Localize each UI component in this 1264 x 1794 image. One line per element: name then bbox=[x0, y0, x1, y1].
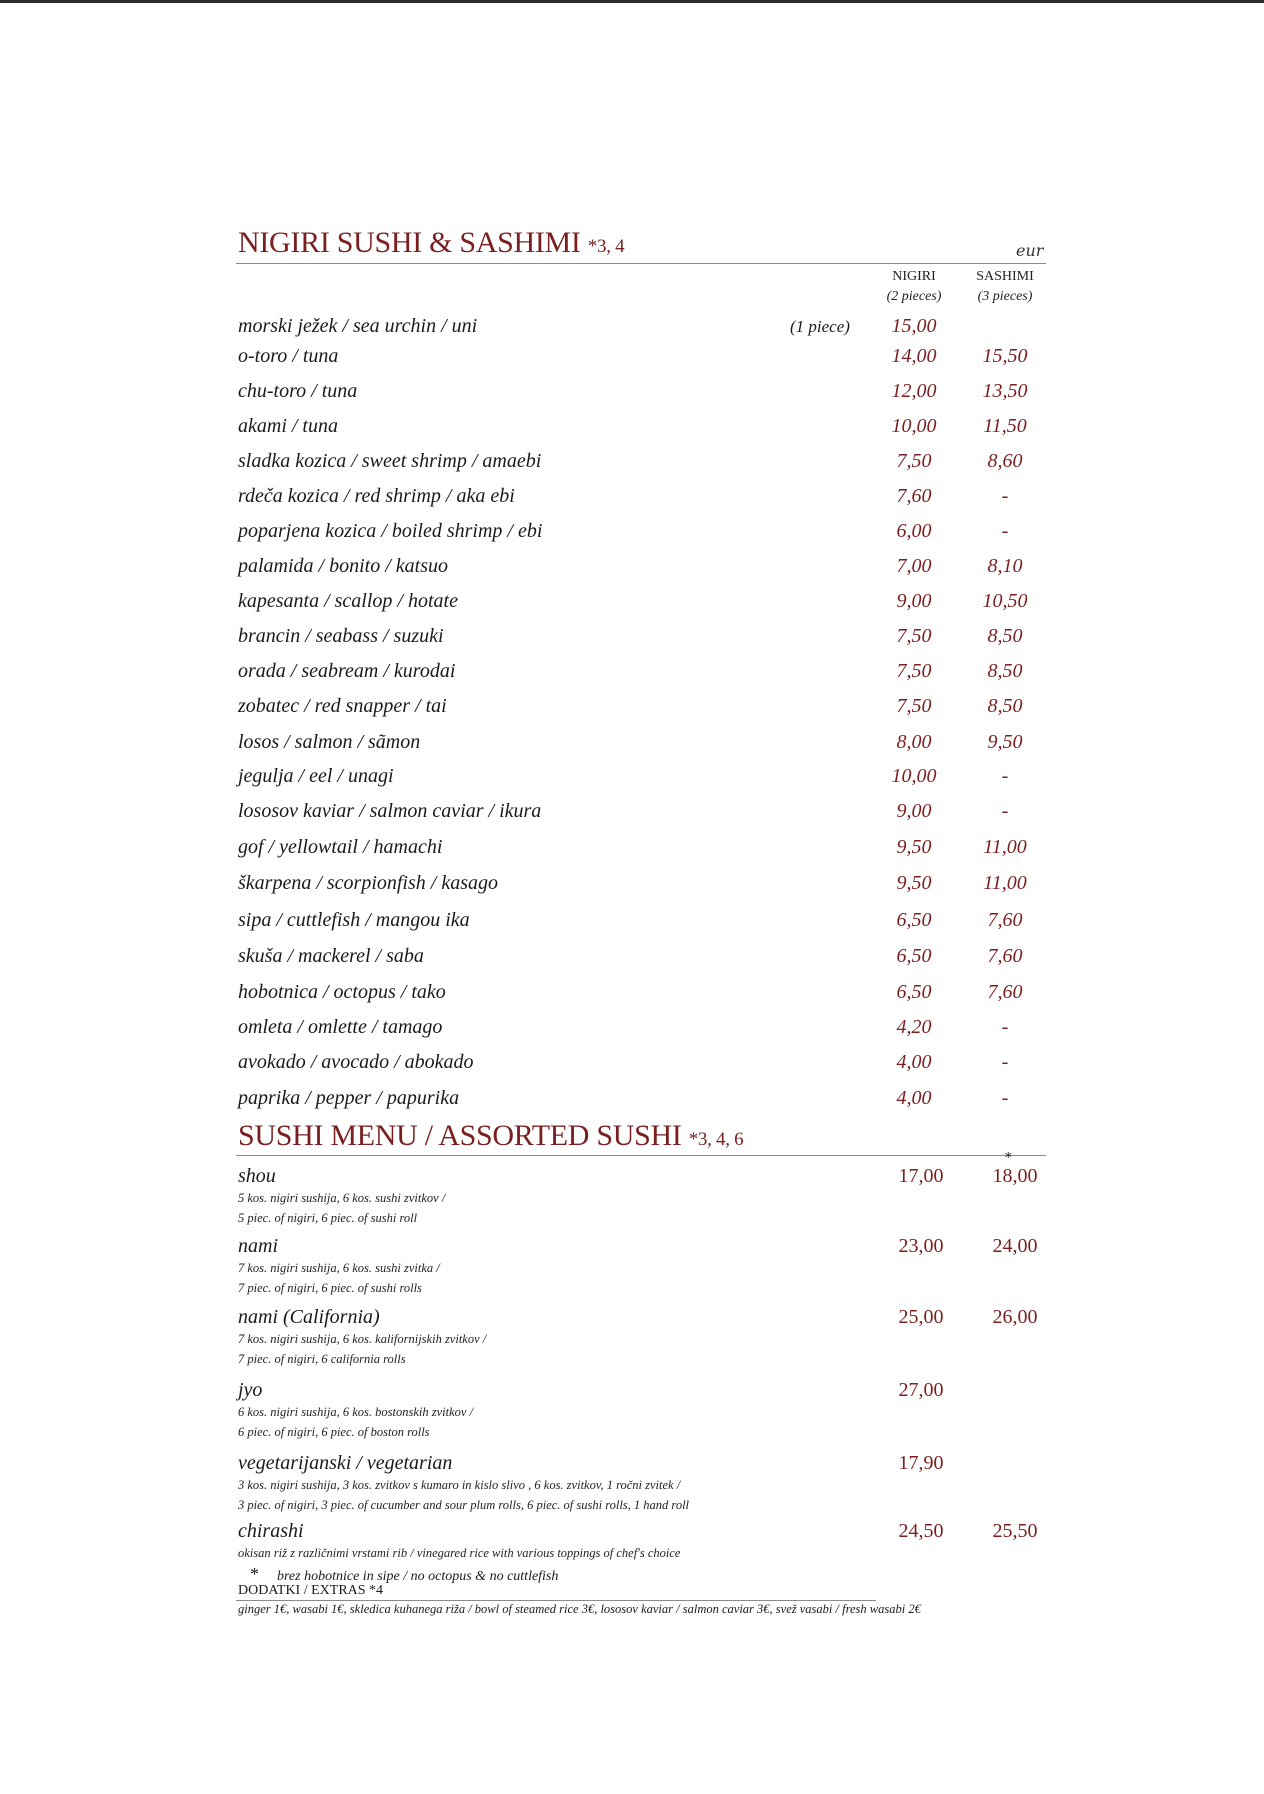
set-name: jyo bbox=[238, 1379, 263, 1401]
item-name: lososov kaviar / salmon caviar / ikura bbox=[238, 800, 542, 822]
menu-row bbox=[0, 765, 1264, 795]
footnote-mark: * bbox=[1005, 1151, 1012, 1166]
item-name: sipa / cuttlefish / mangou ika bbox=[238, 909, 470, 931]
set-price-nigiri: 27,00 bbox=[898, 1379, 944, 1401]
sashimi-price: 13,50 bbox=[982, 380, 1028, 402]
nigiri-price: 7,60 bbox=[896, 485, 932, 507]
set-description-en: 5 piec. of nigiri, 6 piec. of sushi roll bbox=[238, 1211, 418, 1225]
sashimi-price: - bbox=[1001, 485, 1009, 507]
section-title-text: SUSHI MENU / ASSORTED SUSHI bbox=[238, 1119, 682, 1152]
menu-row bbox=[0, 345, 1264, 375]
set-description-sl: 7 kos. nigiri sushija, 6 kos. kalifornijskih zvitkov / bbox=[238, 1332, 487, 1346]
nigiri-price: 14,00 bbox=[891, 345, 937, 367]
menu-row bbox=[0, 520, 1264, 550]
item-name: o-toro / tuna bbox=[238, 345, 339, 367]
sashimi-price: 10,50 bbox=[982, 590, 1028, 612]
item-name: paprika / pepper / papurika bbox=[238, 1087, 460, 1109]
set-name: chirashi bbox=[238, 1520, 304, 1542]
item-name: brancin / seabass / suzuki bbox=[238, 625, 444, 647]
menu-row bbox=[0, 1087, 1264, 1117]
item-name: losos / salmon / sãmon bbox=[238, 731, 421, 753]
item-name: hobotnica / octopus / tako bbox=[238, 981, 446, 1003]
section-title-nigiri bbox=[238, 226, 624, 260]
sashimi-price: 7,60 bbox=[987, 981, 1023, 1003]
nigiri-price: 10,00 bbox=[891, 765, 937, 787]
menu-row bbox=[0, 555, 1264, 585]
sashimi-price: 8,50 bbox=[987, 660, 1023, 682]
sashimi-price: - bbox=[1001, 765, 1009, 787]
divider-line bbox=[236, 1155, 1046, 1156]
item-note: (1 piece) bbox=[790, 317, 850, 336]
nigiri-price: 12,00 bbox=[891, 380, 937, 402]
menu-row bbox=[0, 660, 1264, 690]
set-name: nami bbox=[238, 1235, 278, 1257]
set-name: shou bbox=[238, 1165, 276, 1187]
menu-row bbox=[0, 315, 1264, 345]
allergen-note: *3, 4 bbox=[587, 236, 625, 257]
sashimi-price: 7,60 bbox=[987, 945, 1023, 967]
sashimi-price: - bbox=[1001, 800, 1009, 822]
nigiri-price: 7,50 bbox=[896, 625, 932, 647]
section-title-sushi-menu bbox=[238, 1119, 743, 1153]
footnote-star: * bbox=[250, 1564, 259, 1584]
nigiri-price: 10,00 bbox=[891, 415, 937, 437]
menu-row bbox=[0, 485, 1264, 515]
set-name: vegetarijanski / vegetarian bbox=[238, 1452, 453, 1474]
set-name: nami (California) bbox=[238, 1306, 380, 1328]
set-price-nigiri: 17,90 bbox=[898, 1452, 944, 1474]
set-price-nigiri: 24,50 bbox=[898, 1520, 944, 1542]
item-name: palamida / bonito / katsuo bbox=[238, 555, 448, 577]
sashimi-price: 8,50 bbox=[987, 695, 1023, 717]
set-description-sl: 7 kos. nigiri sushija, 6 kos. sushi zvitka / bbox=[238, 1261, 440, 1275]
extras-text: ginger 1€, wasabi 1€, skledica kuhanega riža / bowl of steamed rice 3€, lososov kaviar / salmon caviar 3€, svež vasabi / fresh wasabi 2€ bbox=[238, 1602, 921, 1616]
column-title: SASHIMI bbox=[976, 269, 1034, 284]
column-header-sashimi bbox=[955, 267, 1055, 307]
menu-row bbox=[0, 872, 1264, 902]
extras-title: DODATKI / EXTRAS *4 bbox=[238, 1583, 384, 1598]
nigiri-price: 7,50 bbox=[896, 695, 932, 717]
set-description-en: 7 piec. of nigiri, 6 piec. of sushi rolls bbox=[238, 1281, 422, 1295]
nigiri-price: 9,50 bbox=[896, 836, 932, 858]
nigiri-price: 4,00 bbox=[896, 1087, 932, 1109]
sashimi-price: - bbox=[1001, 1087, 1009, 1109]
set-description-sl: okisan riž z različnimi vrstami rib / vinegared rice with various toppings of chef's choice bbox=[238, 1546, 681, 1560]
nigiri-price: 15,00 bbox=[891, 315, 937, 337]
nigiri-price: 6,00 bbox=[896, 520, 932, 542]
footnote-text: brez hobotnice in sipe / no octopus & no cuttlefish bbox=[277, 1569, 559, 1584]
sashimi-price: 8,50 bbox=[987, 625, 1023, 647]
nigiri-price: 9,00 bbox=[896, 590, 932, 612]
sashimi-price: 11,50 bbox=[983, 415, 1027, 437]
column-title: NIGIRI bbox=[892, 269, 936, 284]
column-subtitle: (3 pieces) bbox=[977, 289, 1033, 304]
menu-row bbox=[0, 1016, 1264, 1046]
set-description-en: 6 piec. of nigiri, 6 piec. of boston rolls bbox=[238, 1425, 430, 1439]
set-price-sashimi: 26,00 bbox=[992, 1306, 1038, 1328]
nigiri-price: 6,50 bbox=[896, 981, 932, 1003]
menu-row bbox=[0, 380, 1264, 410]
sashimi-price: 11,00 bbox=[983, 836, 1027, 858]
sashimi-price: 11,00 bbox=[983, 872, 1027, 894]
menu-row bbox=[0, 695, 1264, 725]
menu-row bbox=[0, 981, 1264, 1011]
item-name: rdeča kozica / red shrimp / aka ebi bbox=[238, 485, 515, 507]
menu-row bbox=[0, 415, 1264, 445]
menu-row bbox=[0, 731, 1264, 761]
item-name: jegulja / eel / unagi bbox=[238, 765, 394, 787]
item-name: akami / tuna bbox=[238, 415, 338, 437]
item-name: sladka kozica / sweet shrimp / amaebi bbox=[238, 450, 542, 472]
section-title-text: NIGIRI SUSHI & SASHIMI bbox=[238, 226, 581, 259]
set-description-sl: 5 kos. nigiri sushija, 6 kos. sushi zvitkov / bbox=[238, 1191, 446, 1205]
nigiri-price: 6,50 bbox=[896, 909, 932, 931]
nigiri-price: 8,00 bbox=[896, 731, 932, 753]
menu-row bbox=[0, 1051, 1264, 1081]
item-name: škarpena / scorpionfish / kasago bbox=[238, 872, 498, 894]
item-name: poparjena kozica / boiled shrimp / ebi bbox=[238, 520, 543, 542]
menu-row bbox=[0, 800, 1264, 830]
set-description-en: 7 piec. of nigiri, 6 california rolls bbox=[238, 1352, 406, 1366]
set-price-nigiri: 25,00 bbox=[898, 1306, 944, 1328]
menu-row bbox=[0, 625, 1264, 655]
column-subtitle: (2 pieces) bbox=[886, 289, 942, 304]
item-name: gof / yellowtail / hamachi bbox=[238, 836, 443, 858]
nigiri-price: 7,50 bbox=[896, 450, 932, 472]
sashimi-price: 15,50 bbox=[982, 345, 1028, 367]
menu-row bbox=[0, 945, 1264, 975]
item-name: omleta / omlette / tamago bbox=[238, 1016, 443, 1038]
item-name: morski ježek / sea urchin / uni bbox=[238, 315, 478, 337]
nigiri-price: 4,20 bbox=[896, 1016, 932, 1038]
set-description-en: 3 piec. of nigiri, 3 piec. of cucumber and sour plum rolls, 6 piec. of sushi rolls, 1 hand roll bbox=[238, 1498, 690, 1512]
menu-row bbox=[0, 590, 1264, 620]
set-price-sashimi: 18,00 bbox=[992, 1165, 1038, 1187]
nigiri-price: 6,50 bbox=[896, 945, 932, 967]
sashimi-price: 7,60 bbox=[987, 909, 1023, 931]
set-price-sashimi: 25,50 bbox=[992, 1520, 1038, 1542]
divider-line bbox=[236, 263, 1046, 264]
sashimi-price: 8,60 bbox=[987, 450, 1023, 472]
currency-label: eur bbox=[1016, 241, 1044, 260]
column-header-nigiri bbox=[864, 267, 964, 307]
nigiri-price: 9,00 bbox=[896, 800, 932, 822]
menu-row bbox=[0, 836, 1264, 866]
sashimi-price: 8,10 bbox=[987, 555, 1023, 577]
set-price-sashimi: 24,00 bbox=[992, 1235, 1038, 1257]
item-name: avokado / avocado / abokado bbox=[238, 1051, 474, 1073]
divider-line bbox=[236, 1600, 876, 1601]
sashimi-price: - bbox=[1001, 1016, 1009, 1038]
footnote bbox=[250, 1564, 558, 1585]
item-name: skuša / mackerel / saba bbox=[238, 945, 424, 967]
nigiri-price: 4,00 bbox=[896, 1051, 932, 1073]
sashimi-price: 9,50 bbox=[987, 731, 1023, 753]
item-name: kapesanta / scallop / hotate bbox=[238, 590, 458, 612]
nigiri-price: 7,50 bbox=[896, 660, 932, 682]
allergen-note: *3, 4, 6 bbox=[688, 1129, 744, 1150]
item-name: orada / seabream / kurodai bbox=[238, 660, 456, 682]
set-description-sl: 6 kos. nigiri sushija, 6 kos. bostonskih zvitkov / bbox=[238, 1405, 474, 1419]
item-name: chu-toro / tuna bbox=[238, 380, 358, 402]
set-description-sl: 3 kos. nigiri sushija, 3 kos. zvitkov s kumaro in kislo slivo , 6 kos. zvitkov, 1 ročni zvitek / bbox=[238, 1478, 681, 1492]
menu-row bbox=[0, 909, 1264, 939]
set-price-nigiri: 17,00 bbox=[898, 1165, 944, 1187]
set-price-nigiri: 23,00 bbox=[898, 1235, 944, 1257]
nigiri-price: 7,00 bbox=[896, 555, 932, 577]
sashimi-price: - bbox=[1001, 1051, 1009, 1073]
nigiri-price: 9,50 bbox=[896, 872, 932, 894]
sashimi-price: - bbox=[1001, 520, 1009, 542]
item-name: zobatec / red snapper / tai bbox=[238, 695, 447, 717]
menu-row bbox=[0, 450, 1264, 480]
